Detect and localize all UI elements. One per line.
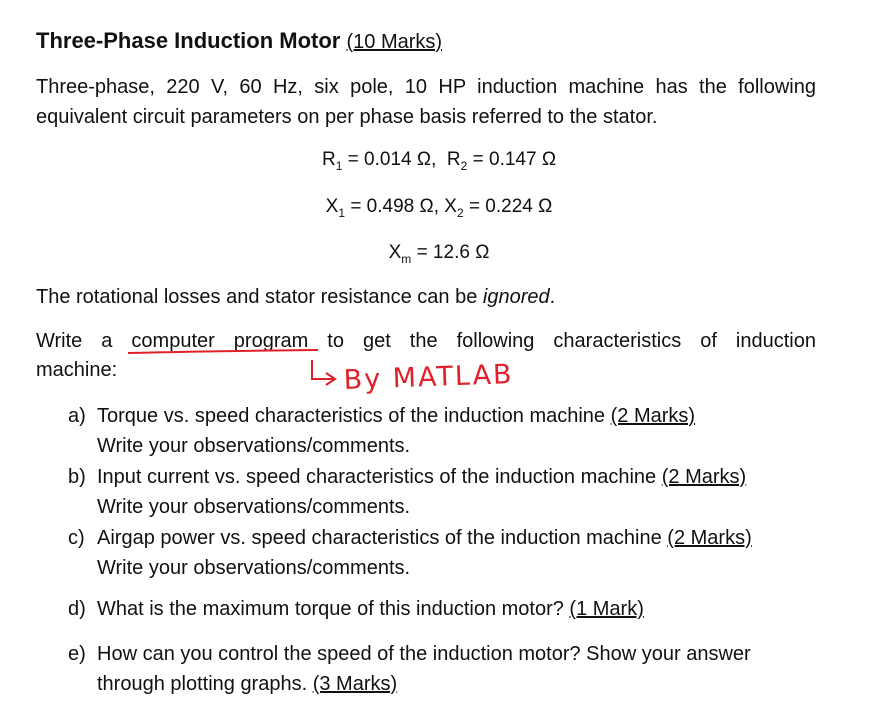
item-line-2: [97, 669, 397, 699]
r2-symbol: R: [446, 149, 461, 170]
x2-symbol: X: [444, 196, 457, 217]
title-text: Three-Phase Induction Motor: [36, 28, 341, 53]
item-label: b): [68, 466, 86, 488]
item-label: c): [68, 527, 85, 549]
item-text: through plotting graphs.: [97, 673, 313, 695]
xm-subscript: m: [401, 251, 412, 266]
item-line-2: Write your observations/comments.: [97, 557, 411, 579]
item-label: d): [68, 598, 86, 620]
underline-mark: [128, 350, 318, 353]
losses-emphasis: ignored: [482, 286, 550, 308]
r1-value: = 0.014 Ω,: [347, 149, 437, 170]
x1-symbol: X: [325, 196, 339, 217]
x1-value: = 0.498 Ω,: [350, 196, 439, 217]
title-marks: (10 Marks): [346, 31, 443, 53]
r2-value: = 0.147 Ω: [472, 149, 557, 170]
r1-subscript: 1: [335, 158, 343, 173]
intro-line-1: Three-phase, 220 V, 60 Hz, six pole, 10 HP induction machine has the following: [36, 76, 816, 98]
task-line-1: Write a computer program to get the following characteristics of induction: [36, 330, 816, 352]
xm-value: = 12.6 Ω: [416, 242, 490, 263]
item-marks: (2 Marks): [610, 405, 696, 427]
handwritten-text: By MATLAB: [343, 359, 515, 396]
xm-symbol: X: [388, 242, 402, 263]
item-marks: (1 Mark): [569, 598, 644, 620]
item-line-1: [97, 462, 746, 492]
item-text: Input current vs. speed characteristics of the induction machine: [97, 466, 662, 488]
intro-line-2: equivalent circuit parameters on per phase basis referred to the stator.: [36, 106, 658, 128]
losses-text: The rotational losses and stator resistance can be: [36, 286, 483, 308]
x2-subscript: 2: [456, 205, 464, 220]
item-text: Airgap power vs. speed characteristics of the induction machine: [97, 527, 668, 549]
list-item-b: [0, 462, 878, 524]
item-label: e): [68, 643, 86, 665]
x2-value: = 0.224 Ω: [468, 196, 553, 217]
item-text: Torque vs. speed characteristics of the induction machine: [97, 405, 611, 427]
item-line-1: [97, 401, 695, 431]
item-text: What is the maximum torque of this induction motor?: [97, 598, 570, 620]
task-line-2: machine:: [36, 359, 118, 381]
item-line-2: Write your observations/comments.: [97, 496, 411, 518]
list-item-c: [0, 523, 878, 585]
item-line-1: [97, 523, 752, 553]
item-marks: (3 Marks): [312, 673, 398, 695]
list-item-e: [0, 639, 878, 701]
item-marks: (2 Marks): [667, 527, 752, 549]
losses-end: .: [549, 286, 556, 308]
item-marks: (2 Marks): [661, 466, 747, 488]
x1-subscript: 1: [338, 205, 346, 220]
item-line-2: Write your observations/comments.: [97, 435, 411, 457]
r1-symbol: R: [321, 149, 336, 170]
list-item-a: [0, 401, 878, 463]
item-line-1: [97, 594, 644, 624]
r2-subscript: 2: [460, 158, 468, 173]
item-line-1: How can you control the speed of the induction motor? Show your answer: [97, 643, 751, 665]
list-item-d: [0, 594, 878, 626]
item-label: a): [68, 405, 86, 427]
